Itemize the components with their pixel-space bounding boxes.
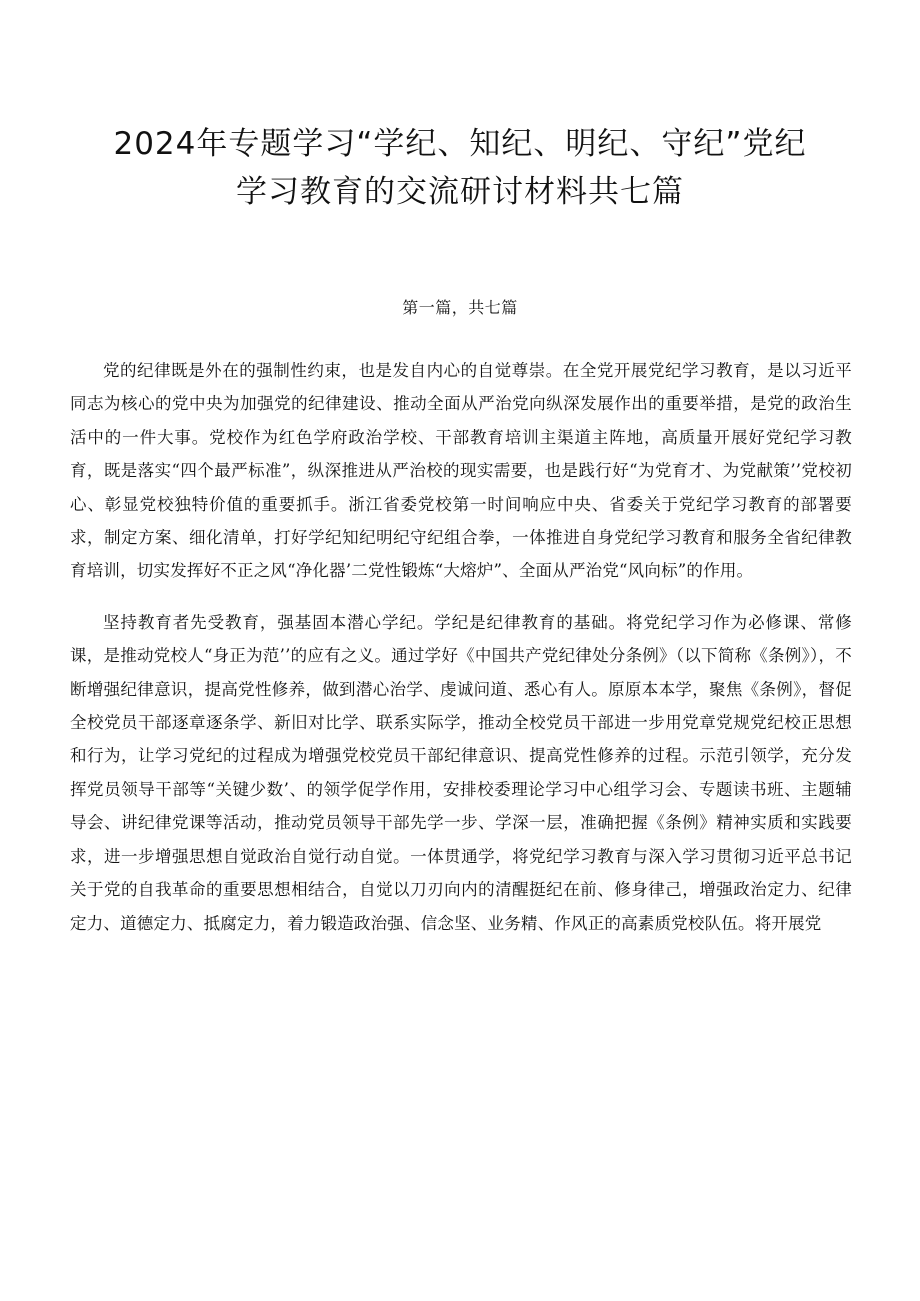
section-subtitle: 第一篇，共七篇 — [402, 298, 518, 317]
document-body — [70, 354, 852, 958]
paragraph-1: 党的纪律既是外在的强制性约束，也是发自内心的自觉尊崇。在全党开展党纪学习教育，是以习近平同志为核心的党中央为加强党的纪律建设、推动全面从严治党向纵深发展作出的重要举措，是党的政治生活中的一件大事。党校作为红色学府政治学校、干部教育培训主渠道主阵地，高质量开展好党纪学习教育，既是落实“四个最严标准”，纵深推进从严治校的现实需要，也是践行好“为党育才、为党献策’’党校初心、彰显党校独特价值的重要抓手。浙江省委党校第一时间响应中央、省委关于党纪学习教育的部署要求，制定方案、细化清单，打好学纪知纪明纪守纪组合拳，一体推进自身党纪学习教育和服务全省纪律教育培训，切实发挥好不正之风“净化器’二党性锻炼“大熔炉”、全面从严治党“风向标”的作用。 — [70, 361, 852, 581]
document-title — [70, 120, 850, 216]
title-line-1: 2024年专题学习“学纪、知纪、明纪、守纪”党纪 — [113, 126, 807, 162]
title-line-2: 学习教育的交流研讨材料共七篇 — [236, 174, 684, 210]
paragraph-2: 坚持教育者先受教育，强基固本潜心学纪。学纪是纪律教育的基础。将党纪学习作为必修课、常修课，是推动党校人“身正为范’’的应有之义。通过学好《中国共产党纪律处分条例》（以下简称《条例》），不断增强纪律意识，提高党性修养，做到潜心治学、虔诚问道、悉心有人。原原本本学，聚焦《条例》，督促全校党员干部逐章逐条学、新旧对比学、联系实际学，推动全校党员干部进一步用党章党规党纪校正思想和行为，让学习党纪的过程成为增强党校党员干部纪律意识、提高党性修养的过程。示范引领学，充分发挥党员领导干部等“关键少数’、的领学促学作用，安排校委理论学习中心组学习会、专题读书班、主题辅导会、讲纪律党课等活动，推动党员领导干部先学一步、学深一层，准确把握《条例》精神实质和实践要求，进一步增强思想自觉政治自觉行动自觉。一体贯通学，将党纪学习教育与深入学习贯彻习近平总书记关于党的自我革命的重要思想相结合，自觉以刀刃向内的清醒挺纪在前、修身律己，增强政治定力、纪律定力、道德定力、抵腐定力，着力锻造政治强、信念坚、业务精、作风正的高素质党校队伍。将开展党 — [70, 612, 852, 933]
